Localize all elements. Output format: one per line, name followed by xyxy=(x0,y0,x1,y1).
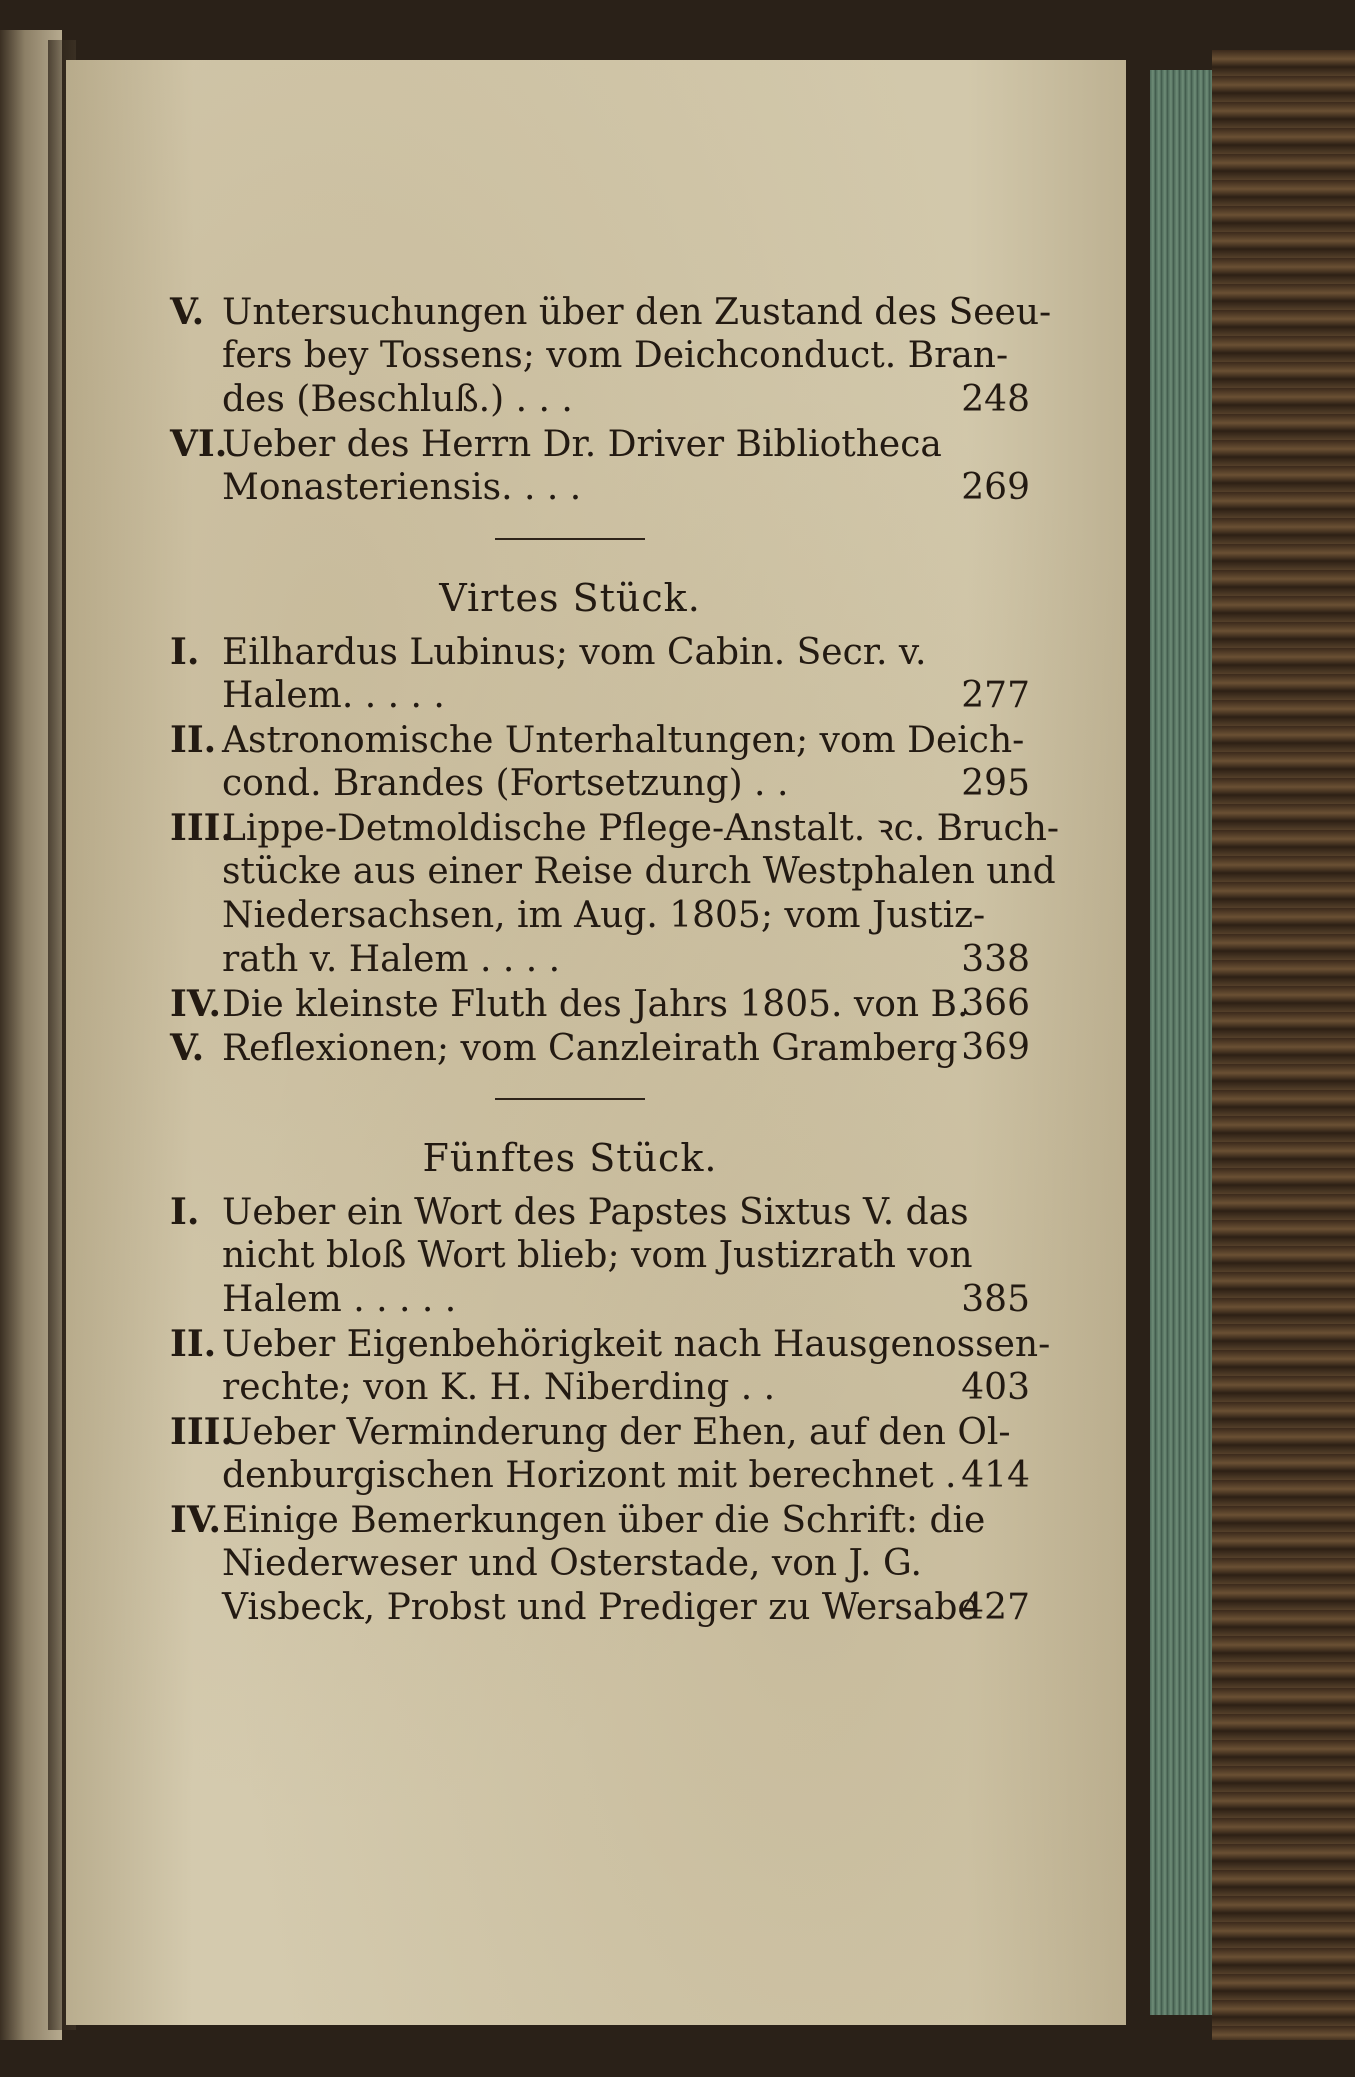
toc-entry xyxy=(170,1026,1030,1070)
entry-title-line: Ueber Verminderung der Ehen, auf den Ol- xyxy=(222,1412,1011,1453)
toc-entry xyxy=(170,630,1030,718)
entry-title-line: des (Beschluß.) . . . xyxy=(222,379,573,420)
entry-title-line: rechte; von K. H. Niberding . . xyxy=(222,1367,776,1408)
entry-number: I. xyxy=(170,1191,200,1233)
entry-title-line: Visbeck, Probst und Prediger zu Wersabe xyxy=(222,1587,979,1628)
entry-title-line: Monasteriensis. . . . xyxy=(222,467,582,508)
entry-title-line: fers bey Tossens; vom Deichconduct. Bran- xyxy=(222,335,1009,376)
entry-page-number: 366 xyxy=(961,983,1030,1024)
entry-title-line: Astronomische Unterhaltungen; vom Deich- xyxy=(222,720,1025,761)
entry-title-line: Ueber des Herrn Dr. Driver Bibliotheca xyxy=(222,424,942,465)
entry-title-line: Einige Bemerkungen über die Schrift: die xyxy=(222,1500,986,1541)
entry-title-line: Reflexionen; vom Canzleirath Gramberg xyxy=(222,1028,958,1069)
toc-entry xyxy=(170,1410,1030,1498)
entry-number: III. xyxy=(170,807,234,849)
table-of-contents xyxy=(170,290,1060,1630)
entry-title-line: Halem . . . . . xyxy=(222,1279,457,1320)
entry-title-line: Niederweser und Osterstade, von J. G. xyxy=(222,1543,922,1584)
entry-page-number: 427 xyxy=(961,1587,1030,1628)
toc-entry xyxy=(170,718,1030,806)
entry-page-number: 295 xyxy=(961,763,1030,804)
entry-page-number: 248 xyxy=(961,379,1030,420)
toc-entry xyxy=(170,982,1030,1026)
entry-title-line: stücke aus einer Reise durch Westphalen und xyxy=(222,851,1056,892)
entry-title-line: Eilhardus Lubinus; vom Cabin. Secr. v. xyxy=(222,632,927,673)
entry-page-number: 338 xyxy=(961,939,1030,980)
entry-title-line: denburgischen Horizont mit berechnet . xyxy=(222,1455,957,1496)
entry-page-number: 277 xyxy=(961,675,1030,716)
entry-number: III. xyxy=(170,1411,234,1453)
toc-entry xyxy=(170,1498,1030,1630)
entry-title-line: Lippe-Detmoldische Pflege-Anstalt. ꝛc. Bruch- xyxy=(222,808,1060,849)
entry-title-line: Niedersachsen, im Aug. 1805; vom Justiz- xyxy=(222,895,986,936)
entry-page-number: 403 xyxy=(961,1367,1030,1408)
entry-number: VI. xyxy=(170,423,228,465)
entry-title-line: Halem. . . . . xyxy=(222,675,445,716)
entry-number: II. xyxy=(170,1323,217,1365)
toc-entry xyxy=(170,1190,1030,1322)
entry-number: IV. xyxy=(170,983,222,1025)
section-divider xyxy=(495,538,645,540)
entry-title-line: Ueber ein Wort des Papstes Sixtus V. das xyxy=(222,1192,969,1233)
entry-page-number: 369 xyxy=(961,1027,1030,1068)
entry-number: V. xyxy=(170,1027,205,1069)
toc-entry xyxy=(170,1322,1051,1410)
entry-title-line: Ueber Eigenbehörigkeit nach Hausgenossen- xyxy=(222,1324,1051,1365)
entry-number: V. xyxy=(170,291,205,333)
entry-title-line: rath v. Halem . . . . xyxy=(222,939,561,980)
toc-entry xyxy=(170,290,1052,422)
entry-page-number: 385 xyxy=(961,1279,1030,1320)
toc-entry xyxy=(170,806,1060,982)
entry-number: IV. xyxy=(170,1499,222,1541)
toc-entry xyxy=(170,422,1030,510)
entry-page-number: 414 xyxy=(961,1455,1030,1496)
entry-number: II. xyxy=(170,719,217,761)
entry-title-line: Untersuchungen über den Zustand des Seeu- xyxy=(222,292,1052,333)
page-block-edge xyxy=(1150,70,1212,2015)
entry-title-line: Die kleinste Fluth des Jahrs 1805. von B. xyxy=(222,984,969,1025)
section-heading: Virtes Stück. xyxy=(439,576,701,620)
section-heading: Fünftes Stück. xyxy=(422,1136,718,1180)
entry-title-line: nicht bloß Wort blieb; vom Justizrath von xyxy=(222,1235,973,1276)
section-divider xyxy=(495,1098,645,1100)
entry-number: I. xyxy=(170,631,200,673)
entry-title-line: cond. Brandes (Fortsetzung) . . xyxy=(222,763,789,804)
book-cover-edge xyxy=(1212,50,1355,2040)
entry-page-number: 269 xyxy=(961,467,1030,508)
